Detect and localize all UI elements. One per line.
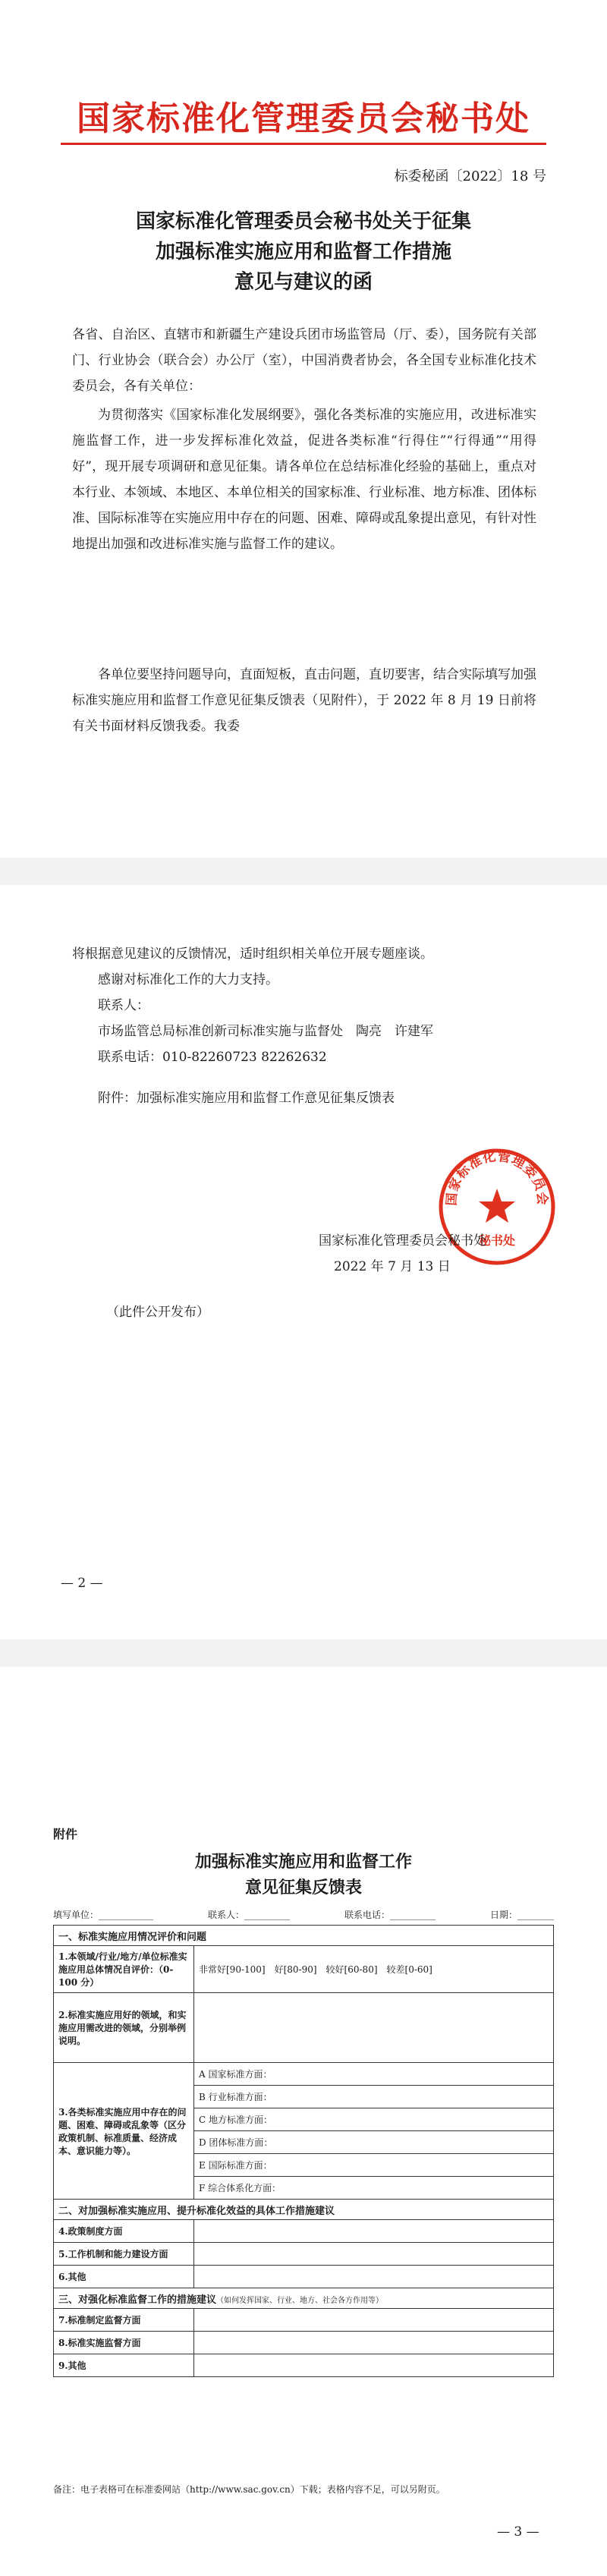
- meta-phone: 联系电话：__________: [344, 1910, 436, 1920]
- letter-title-line-3: 意见与建议的函: [234, 271, 373, 294]
- paragraph-2: 各单位要坚持问题导向，直面短板，直击问题，直切要害，结合实际填写加强标准实施应用和监督工作意见征集反馈表（见附件），于 2022 年 8 月 19 日前将有关书面材料反馈我委。我委: [72, 667, 536, 734]
- page-separator: [0, 858, 607, 885]
- item-6-label: 6.其他: [54, 2266, 194, 2288]
- contact-label: 联系人：: [98, 998, 149, 1013]
- row2-label: 2.标准实施应用好的领域，和实施应用需改进的领域，分别举例说明。: [54, 1993, 194, 2063]
- page-separator: [0, 1639, 607, 1667]
- paragraph-2-continued: 将根据意见建议的反馈情况，适时组织相关单位开展专题座谈。: [72, 946, 433, 962]
- page-number-3: — 3 —: [497, 2524, 539, 2540]
- row1-options[interactable]: 非常好[90-100] 好[80-90] 较好[60-80] 较差[0-60]: [194, 1946, 554, 1993]
- meta-unit: 填写单位：____________: [53, 1910, 154, 1920]
- form-meta-row: [53, 1908, 554, 1921]
- item-5-input[interactable]: [194, 2243, 554, 2266]
- item-7-input[interactable]: [194, 2309, 554, 2332]
- form-footnote: 备注：电子表格可在标准委网站（http://www.sac.gov.cn）下载；表格内容不足，可以另附页。: [53, 2484, 445, 2495]
- item-7-label: 7.标准制定监督方面: [54, 2309, 194, 2332]
- attachment-label: 附件: [53, 1827, 78, 1841]
- section-3-header: [54, 2288, 554, 2309]
- row3-item-e[interactable]: E 国际标准方面：: [194, 2154, 554, 2177]
- row3-item-f[interactable]: F 综合体系化方面：: [194, 2177, 554, 2200]
- row3-item-c[interactable]: C 地方标准方面：: [194, 2108, 554, 2131]
- letterhead-red-line: [61, 143, 546, 145]
- item-4-label: 4.政策制度方面: [54, 2220, 194, 2243]
- item-5-label: 5.工作机制和能力建设方面: [54, 2243, 194, 2266]
- signature-org: 国家标准化管理委员会秘书处: [319, 1233, 486, 1249]
- row3-item-a[interactable]: A 国家标准方面：: [194, 2063, 554, 2086]
- document-number: 标委秘函〔2022〕18 号: [394, 168, 546, 184]
- row3-label: 3.各类标准实施应用中存在的问题、困难、障碍或乱象等（区分政策机制、标准质量、经济成本、意识能力等）。: [54, 2063, 194, 2200]
- item-8-label: 8.标准实施监督方面: [54, 2332, 194, 2354]
- signature-date: 2022 年 7 月 13 日: [334, 1259, 451, 1274]
- item-9-input[interactable]: [194, 2354, 554, 2377]
- section-2-header: 二、对加强标准实施应用、提升标准化效益的具体工作措施建议: [54, 2200, 554, 2220]
- letterhead-title: 国家标准化管理委员会秘书处: [77, 99, 530, 138]
- attachment-note: 附件：加强标准实施应用和监督工作意见征集反馈表: [98, 1091, 395, 1106]
- seal-bottom-text: 秘书处: [478, 1233, 516, 1248]
- addressee: 各省、自治区、直辖市和新疆生产建设兵团市场监管局（厅、委），国务院有关部门、行业协会（联合会）办公厅（室），中国消费者协会，各全国专业标准化技术委员会，各有关单位：: [72, 327, 536, 394]
- item-4-input[interactable]: [194, 2220, 554, 2243]
- section-3-title: 三、对强化标准监督工作的措施建议: [58, 2294, 217, 2306]
- letter-title-line-1: 国家标准化管理委员会秘书处关于征集: [135, 210, 471, 233]
- item-6-input[interactable]: [194, 2266, 554, 2288]
- feedback-table: [53, 1925, 554, 2377]
- meta-date: 日期：________: [489, 1910, 554, 1920]
- seal-text: 国家标准化管理委员会: [444, 1148, 550, 1207]
- contact-person: 市场监管总局标准创新司标准实施与监督处 陶亮 许建军: [98, 1024, 433, 1039]
- section-3-note: （如何发挥国家、行业、地方、社会各方作用等）: [216, 2296, 384, 2305]
- row2-input[interactable]: [194, 1993, 554, 2063]
- section-1-header: 一、标准实施应用情况评价和问题: [54, 1926, 554, 1946]
- letter-title-line-2: 加强标准实施应用和监督工作措施: [155, 241, 451, 263]
- form-title-line-2: 意见征集反馈表: [244, 1878, 362, 1897]
- item-8-input[interactable]: [194, 2332, 554, 2354]
- row1-label: 1.本领域/行业/地方/单位标准实施应用总体情况自评价：（0-100 分）: [54, 1946, 194, 1993]
- contact-phone: 联系电话：010-82260723 82262632: [98, 1050, 327, 1065]
- paragraph-1: 为贯彻落实《国家标准化发展纲要》，强化各类标准的实施应用，改进标准实施监督工作，进一步发挥标准化效益，促进各类标准“行得住”“行得通”“用得好”，现开展专项调研和意见征集。请各单位在总结标准化经验的基础上，重点对本行业、本领域、本地区、本单位相关的国家标准、行业标准、地方标准、团体标准、国际标准等在实施应用中存在的问题、困难、障碍或乱象提出意见，有针对性地提出加强和改进标准实施与监督工作的建议。: [72, 408, 536, 552]
- thanks-text: 感谢对标准化工作的大力支持。: [98, 972, 278, 987]
- item-9-label: 9.其他: [54, 2354, 194, 2377]
- form-title-line-1: 加强标准实施应用和监督工作: [194, 1852, 412, 1872]
- meta-contact: 联系人：__________: [207, 1910, 290, 1920]
- official-seal: [436, 1146, 558, 1268]
- row3-item-d[interactable]: D 团体标准方面：: [194, 2131, 554, 2154]
- public-release-note: （此件公开发布）: [106, 1305, 209, 1320]
- page-number-2: — 2 —: [61, 1576, 103, 1591]
- row3-item-b[interactable]: B 行业标准方面：: [194, 2086, 554, 2108]
